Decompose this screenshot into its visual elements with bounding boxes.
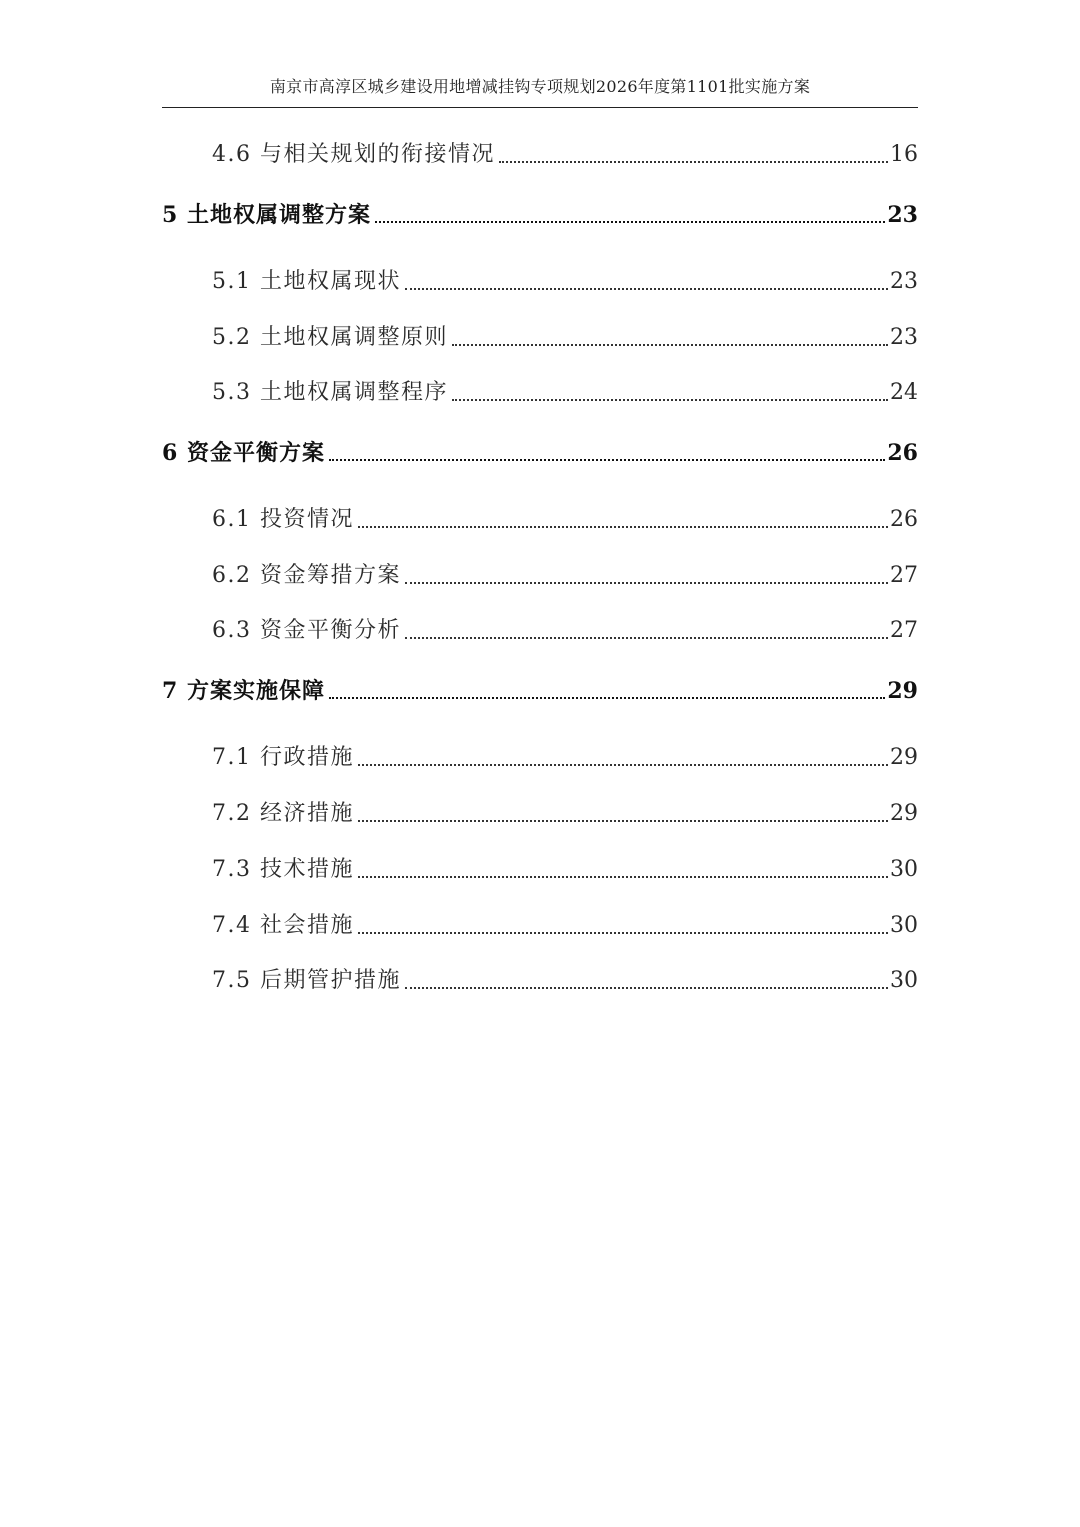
toc-dot-leader (452, 344, 888, 346)
toc-entry-6-2[interactable] (212, 559, 918, 593)
toc-entry-title: 5.3 土地权属调整程序 (212, 380, 448, 405)
page-header: 南京市高淳区城乡建设用地增减挂钩专项规划2026年度第1101批实施方案 (269, 77, 811, 96)
toc-entry-page: 30 (890, 857, 918, 882)
toc-dot-leader (358, 526, 888, 528)
toc-entry-6[interactable] (162, 436, 918, 470)
toc-dot-leader (375, 221, 885, 223)
toc-entry-title: 5 土地权属调整方案 (162, 202, 371, 228)
toc-entry-7-4[interactable] (212, 909, 918, 943)
toc-entry-5-1[interactable] (212, 265, 918, 299)
toc-entry-5-3[interactable] (212, 376, 918, 410)
toc-dot-leader (358, 876, 888, 878)
toc-entry-page: 23 (890, 325, 918, 350)
toc-dot-leader (452, 399, 888, 401)
toc-entry-title: 6.1 投资情况 (212, 507, 354, 532)
toc-dot-leader (329, 459, 885, 461)
toc-entry-page: 24 (890, 380, 918, 405)
toc-entry-5-2[interactable] (212, 321, 918, 355)
toc-entry-page: 29 (890, 745, 918, 770)
toc-dot-leader (358, 932, 888, 934)
toc-dot-leader (405, 288, 888, 290)
toc-entry-page: 27 (890, 618, 918, 643)
toc-entry-7-1[interactable] (212, 741, 918, 775)
toc-entry-page: 26 (887, 440, 918, 466)
toc-entry-title: 4.6 与相关规划的衔接情况 (212, 142, 495, 167)
toc-entry-page: 29 (887, 678, 918, 704)
toc-entry-title: 6.3 资金平衡分析 (212, 618, 401, 643)
toc-entry-page: 26 (890, 507, 918, 532)
toc-dot-leader (405, 582, 888, 584)
toc-entry-title: 7.2 经济措施 (212, 801, 354, 826)
toc-entry-title: 7.3 技术措施 (212, 857, 354, 882)
toc-entry-title: 7.1 行政措施 (212, 745, 354, 770)
toc-entry-5[interactable] (162, 198, 918, 232)
toc-entry-title: 6 资金平衡方案 (162, 440, 325, 466)
toc-entry-title: 7.4 社会措施 (212, 913, 354, 938)
toc-entry-6-3[interactable] (212, 614, 918, 648)
toc-entry-7[interactable] (162, 674, 918, 708)
toc-entry-7-2[interactable] (212, 797, 918, 831)
toc-entry-title: 5.2 土地权属调整原则 (212, 325, 448, 350)
toc-dot-leader (329, 697, 885, 699)
toc-entry-6-1[interactable] (212, 503, 918, 537)
toc-dot-leader (358, 820, 888, 822)
toc-entry-page: 23 (890, 269, 918, 294)
toc-entry-title: 7.5 后期管护措施 (212, 968, 401, 993)
toc-entry-7-5[interactable] (212, 964, 918, 998)
toc-entry-title: 6.2 资金筹措方案 (212, 563, 401, 588)
toc-entry-page: 27 (890, 563, 918, 588)
toc-dot-leader (405, 987, 888, 989)
toc-entry-page: 30 (890, 913, 918, 938)
toc-dot-leader (358, 764, 888, 766)
toc-entry-7-3[interactable] (212, 853, 918, 887)
toc-dot-leader (405, 637, 888, 639)
toc-entry-page: 23 (887, 202, 918, 228)
toc-entry-title: 5.1 土地权属现状 (212, 269, 401, 294)
toc-entry-page: 16 (890, 142, 918, 167)
toc-entry-page: 29 (890, 801, 918, 826)
toc-entry-4-6[interactable] (212, 138, 918, 172)
toc-entry-page: 30 (890, 968, 918, 993)
toc-entry-title: 7 方案实施保障 (162, 678, 325, 704)
toc-dot-leader (499, 161, 888, 163)
